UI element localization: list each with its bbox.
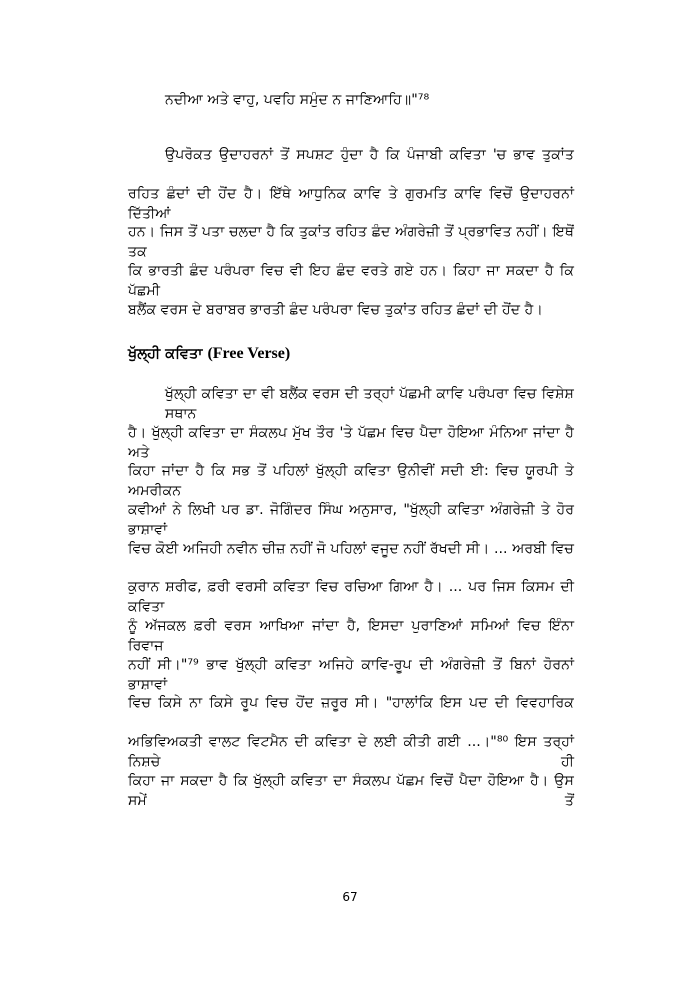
section-heading-english: (Free Verse)	[207, 345, 291, 362]
paragraph2-line-3: ਕਿਹਾ ਜਾਂਦਾ ਹੈ ਕਿ ਸਭ ਤੋਂ ਪਹਿਲਾਂ ਖੁੱਲ੍ਹੀ ਕਵਿਤਾ ਉਨੀਵੀਂ ਸਦੀ ਈ: ਵਿਚ ਯੂਰਪੀ ਤੇ ਅਮਰੀਕਨ	[128, 463, 574, 499]
paragraph1-line-2: ਰਹਿਤ ਛੰਦਾਂ ਦੀ ਹੋਂਦ ਹੈ। ਇੱਥੇ ਆਧੁਨਿਕ ਕਾਵਿ ਤੇ ਗੁਰਮਤਿ ਕਾਵਿ ਵਿਚੋਂ ਉਦਾਹਰਨਾਂ ਦਿੱਤੀਆਂ	[128, 186, 574, 222]
quote-closing-line: ਨਦੀਆ ਅਤੇ ਵਾਹੁ, ਪਵਹਿ ਸਮੁੰਦ ਨ ਜਾਣਿਆਹਿ॥"⁷⁸	[165, 92, 430, 108]
paragraph2-line-1: ਖੁੱਲ੍ਹੀ ਕਵਿਤਾ ਦਾ ਵੀ ਬਲੈਂਕ ਵਰਸ ਦੀ ਤਰ੍ਹਾਂ ਪੱਛਮੀ ਕਾਵਿ ਪਰੰਪਰਾ ਵਿਚ ਵਿਸ਼ੇਸ਼ ਸਥਾਨ	[165, 386, 574, 422]
paragraph2-line-8: ਨਹੀਂ ਸੀ।"⁷⁹ ਭਾਵ ਖੁੱਲ੍ਹੀ ਕਵਿਤਾ ਅਜਿਹੇ ਕਾਵਿ-ਰੂਪ ਦੀ ਅੰਗਰੇਜ਼ੀ ਤੋਂ ਬਿਨਾਂ ਹੋਰਨਾਂ ਭਾਸ਼ਾਵਾਂ	[128, 657, 574, 693]
paragraph2-line-2: ਹੈ। ਖੁੱਲ੍ਹੀ ਕਵਿਤਾ ਦਾ ਸੰਕਲਪ ਮੁੱਖ ਤੌਰ 'ਤੇ ਪੱਛਮ ਵਿਚ ਪੈਦਾ ਹੋਇਆ ਮੰਨਿਆ ਜਾਂਦਾ ਹੈ ਅਤੇ	[128, 425, 574, 461]
page-number: 67	[342, 890, 358, 904]
paragraph2-line-10: ਅਭਿਵਿਅਕਤੀ ਵਾਲਟ ਵਿਟਮੈਨ ਦੀ ਕਵਿਤਾ ਦੇ ਲਈ ਕੀਤੀ ਗਈ ...।"⁸⁰ ਇਸ ਤਰ੍ਹਾਂ ਨਿਸ਼ਚੇ ਹੀ	[128, 734, 574, 770]
paragraph2-line-7: ਨੂੰ ਅੱਜਕਲ ਫ਼ਰੀ ਵਰਸ ਆਖਿਆ ਜਾਂਦਾ ਹੈ, ਇਸਦਾ ਪੁਰਾਣਿਆਂ ਸਮਿਆਂ ਵਿਚ ਇੰਨਾ ਰਿਵਾਜ	[128, 618, 574, 654]
paragraph1-line-3: ਹਨ। ਜਿਸ ਤੋਂ ਪਤਾ ਚਲਦਾ ਹੈ ਕਿ ਤੁਕਾਂਤ ਰਹਿਤ ਛੰਦ ਅੰਗਰੇਜ਼ੀ ਤੋਂ ਪ੍ਰਭਾਵਿਤ ਨਹੀਂ। ਇਥੋਂ ਤਕ	[128, 224, 574, 260]
paragraph1-line-4: ਕਿ ਭਾਰਤੀ ਛੰਦ ਪਰੰਪਰਾ ਵਿਚ ਵੀ ਇਹ ਛੰਦ ਵਰਤੇ ਗਏ ਹਨ। ਕਿਹਾ ਜਾ ਸਕਦਾ ਹੈ ਕਿ ਪੱਛਮੀ	[128, 263, 574, 299]
paragraph2-line-11: ਕਿਹਾ ਜਾ ਸਕਦਾ ਹੈ ਕਿ ਖੁੱਲ੍ਹੀ ਕਵਿਤਾ ਦਾ ਸੰਕਲਪ ਪੱਛਮ ਵਿਚੋਂ ਪੈਦਾ ਹੋਇਆ ਹੈ। ਉਸ ਸਮੇਂ ਤੋਂ	[128, 773, 574, 809]
paragraph2-line-9: ਵਿਚ ਕਿਸੇ ਨਾ ਕਿਸੇ ਰੂਪ ਵਿਚ ਹੋਂਦ ਜ਼ਰੂਰ ਸੀ। "ਹਾਲਾਂਕਿ ਇਸ ਪਦ ਦੀ ਵਿਵਹਾਰਿਕ	[128, 695, 574, 711]
paragraph1-line-5: ਬਲੈਂਕ ਵਰਸ ਦੇ ਬਰਾਬਰ ਭਾਰਤੀ ਛੰਦ ਪਰੰਪਰਾ ਵਿਚ ਤੁਕਾਂਤ ਰਹਿਤ ਛੰਦਾਂ ਦੀ ਹੋਂਦ ਹੈ।	[128, 302, 543, 318]
paragraph2-line-5: ਵਿਚ ਕੋਈ ਅਜਿਹੀ ਨਵੀਨ ਚੀਜ਼ ਨਹੀਂ ਜੋ ਪਹਿਲਾਂ ਵਜੂਦ ਨਹੀਂ ਰੱਖਦੀ ਸੀ। ... ਅਰਬੀ ਵਿਚ	[128, 541, 574, 557]
section-heading	[128, 344, 290, 364]
section-heading-punjabi: ਖੁੱਲ੍ਹੀ ਕਵਿਤਾ	[128, 346, 203, 362]
paragraph1-line-1: ਉਪਰੋਕਤ ਉਦਾਹਰਨਾਂ ਤੋਂ ਸਪਸ਼ਟ ਹੁੰਦਾ ਹੈ ਕਿ ਪੰਜਾਬੀ ਕਵਿਤਾ 'ਚ ਭਾਵ ਤੁਕਾਂਤ	[165, 147, 574, 163]
paragraph2-line-4: ਕਵੀਆਂ ਨੇ ਲਿਖੀ ਪਰ ਡਾ. ਜੋਗਿੰਦਰ ਸਿੰਘ ਅਨੁਸਾਰ, "ਖੁੱਲ੍ਹੀ ਕਵਿਤਾ ਅੰਗਰੇਜ਼ੀ ਤੇ ਹੋਰ ਭਾਸ਼ਾਵਾਂ	[128, 502, 574, 538]
paragraph2-line-6: ਕੁਰਾਨ ਸ਼ਰੀਫ, ਫ਼ਰੀ ਵਰਸੀ ਕਵਿਤਾ ਵਿਚ ਰਚਿਆ ਗਿਆ ਹੈ। ... ਪਰ ਜਿਸ ਕਿਸਮ ਦੀ ਕਵਿਤਾ	[128, 579, 574, 615]
